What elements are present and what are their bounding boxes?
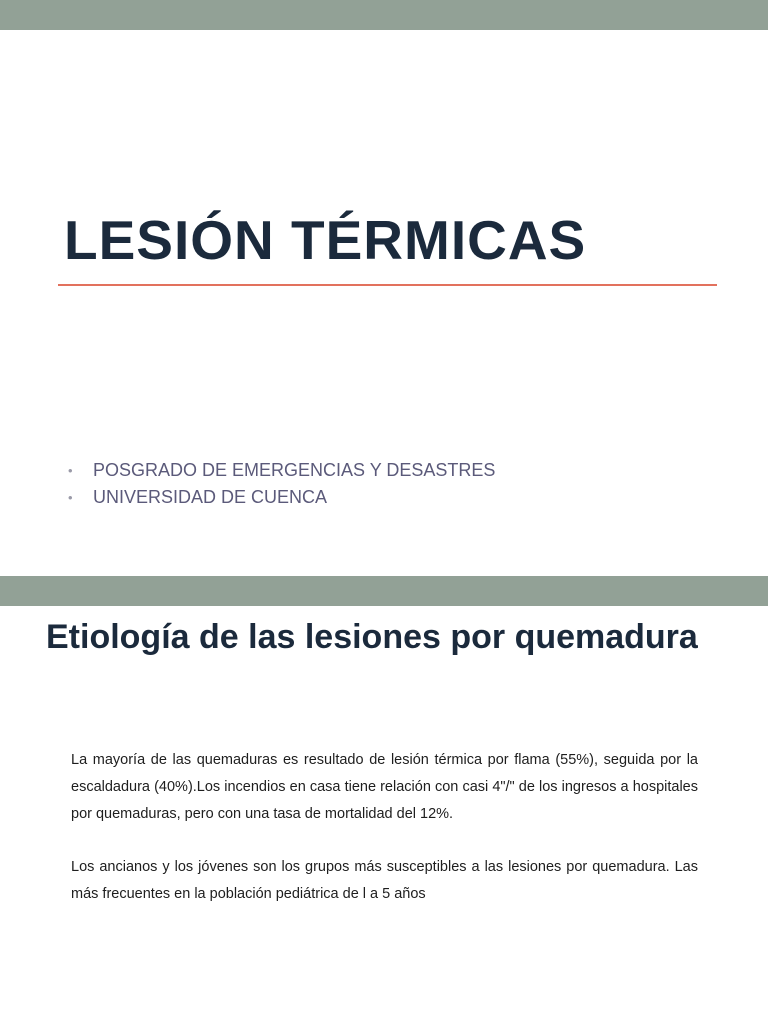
subtitle-list (64, 457, 495, 511)
title-underline (58, 284, 717, 286)
body-paragraph: La mayoría de las quemaduras es resultado de lesión térmica por flama (55%), seguida por la escaldadura (40%).Los incendios en casa tiene relación con casi 4"/" de los ingresos a hospitales por quemaduras, pero con una tasa de mortalidad del 12%. (71, 752, 698, 822)
section-divider-band (0, 576, 768, 606)
subtitle-item (64, 457, 495, 484)
body-paragraph: Los ancianos y los jóvenes son los grupos más susceptibles a las lesiones por quemadura. Las más frecuentes en la población pediátrica de l a 5 años (71, 859, 698, 902)
slide-title: LESIÓN TÉRMICAS (64, 209, 587, 271)
subtitle-text: POSGRADO DE EMERGENCIAS Y DESASTRES (93, 460, 496, 480)
subtitle-item (64, 484, 495, 511)
section-title: Etiología de las lesiones por quemadura (46, 618, 698, 656)
subtitle-text: UNIVERSIDAD DE CUENCA (93, 487, 328, 507)
bullet-icon: • (68, 463, 73, 478)
bullet-icon: • (68, 490, 73, 505)
top-band (0, 0, 768, 30)
